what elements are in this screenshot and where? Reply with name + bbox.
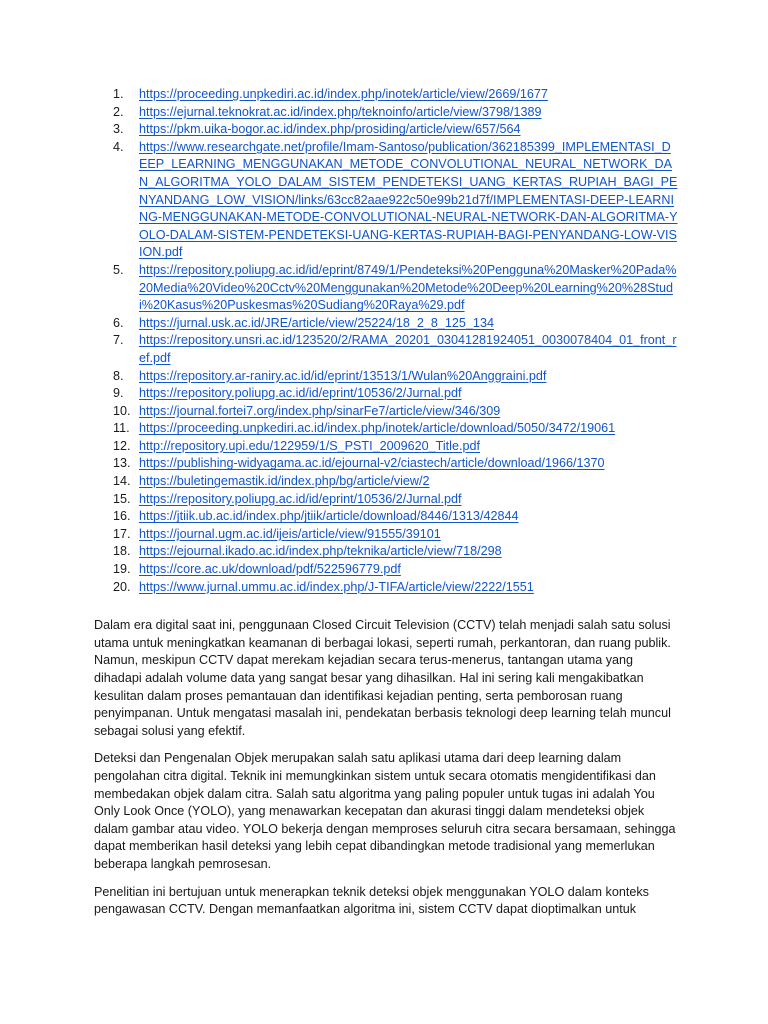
reference-link[interactable]: https://repository.unsri.ac.id/123520/2/RAMA_20201_03041281924051_0030078404_01_front_ref.pdf bbox=[139, 333, 677, 365]
reference-number: 16. bbox=[113, 509, 131, 524]
reference-item bbox=[94, 121, 678, 139]
reference-item bbox=[94, 543, 678, 561]
reference-number: 9. bbox=[113, 386, 124, 401]
reference-item bbox=[94, 403, 678, 421]
reference-number: 14. bbox=[113, 474, 131, 489]
reference-number: 4. bbox=[113, 139, 124, 154]
reference-link[interactable]: https://www.researchgate.net/profile/Imam-Santoso/publication/362185399_IMPLEMENTASI_DEEP_LEARNING_MENGGUNAKAN_METODE_CONVOLUTIONAL_NEURAL_NETWORK_DAN_ALGORITMA_YOLO_DALAM_SISTEM_PENDETEKSI_UANG_KERTAS_RUPIAH_BAGI_PENYANDANG_LOW_VISION/links/63cc82aae922c50e99b21d7f/IMPLEMENTASI-DEEP-LEARNING-MENGGUNAKAN-METODE-CONVOLUTIONAL-NEURAL-NETWORK-DAN-ALGORITMA-YOLO-DALAM-SISTEM-PENDETEKSI-UANG-KERTAS-RUPIAH-BAGI-PENYANDANG-LOW-VISION.pdf bbox=[139, 139, 678, 260]
reference-number: 11. bbox=[113, 421, 130, 436]
reference-number: 18. bbox=[113, 544, 131, 559]
reference-item bbox=[94, 473, 678, 491]
reference-link[interactable]: https://repository.poliupg.ac.id/id/eprint/8749/1/Pendeteksi%20Pengguna%20Masker%20Pada%20Media%20Video%20Cctv%20Menggunakan%20Metode%20Deep%20Learning%20%28Studi%20Kasus%20Puskesmas%20Sudiang%20Raya%29.pdf bbox=[139, 262, 677, 313]
reference-number: 19. bbox=[113, 562, 131, 577]
reference-number: 2. bbox=[113, 104, 124, 119]
reference-link[interactable]: https://jurnal.usk.ac.id/JRE/article/view/25224/18_2_8_125_134 bbox=[139, 315, 494, 330]
reference-number: 13. bbox=[113, 456, 131, 471]
reference-link[interactable]: https://repository.poliupg.ac.id/id/eprint/10536/2/Jurnal.pdf bbox=[139, 386, 462, 401]
reference-item bbox=[94, 455, 678, 473]
reference-number: 1. bbox=[113, 87, 124, 101]
reference-item bbox=[94, 579, 678, 597]
reference-item bbox=[94, 368, 678, 386]
reference-link[interactable]: https://pkm.uika-bogor.ac.id/index.php/prosiding/article/view/657/564 bbox=[139, 122, 521, 137]
reference-item bbox=[94, 332, 678, 367]
reference-item bbox=[94, 438, 678, 456]
reference-link[interactable]: https://repository.poliupg.ac.id/id/eprint/10536/2/Jurnal.pdf bbox=[139, 491, 462, 506]
reference-link[interactable]: https://proceeding.unpkediri.ac.id/index.php/inotek/article/view/2669/1677 bbox=[139, 87, 548, 101]
reference-link[interactable]: https://journal.fortei7.org/index.php/sinarFe7/article/view/346/309 bbox=[139, 403, 501, 418]
reference-item bbox=[94, 561, 678, 579]
reference-number: 15. bbox=[113, 491, 131, 506]
reference-link[interactable]: https://ejournal.ikado.ac.id/index.php/teknika/article/view/718/298 bbox=[139, 544, 502, 559]
body-paragraph: Dalam era digital saat ini, penggunaan Closed Circuit Television (CCTV) telah menjadi salah satu solusi utama untuk meningkatkan keamanan di berbagai lokasi, seperti rumah, perkantoran, dan ruang publik. Namun, meskipun CCTV dapat merekam kejadian secara terus-menerus, tantangan utama yang dihadapi adalah volume data yang sangat besar yang dihasilkan. Hal ini sering kali mengakibatkan kesulitan dalam proses pemantauan dan identifikasi kejadian penting, serta pemborosan ruang penyimpanan. Untuk mengatasi masalah ini, pendekatan berbasis teknologi deep learning telah muncul sebagai solusi yang efektif. bbox=[94, 618, 671, 738]
reference-number: 6. bbox=[113, 315, 124, 330]
reference-link[interactable]: http://repository.upi.edu/122959/1/S_PSTI_2009620_Title.pdf bbox=[139, 438, 480, 453]
reference-number: 12. bbox=[113, 438, 131, 453]
body-paragraph: Deteksi dan Pengenalan Objek merupakan salah satu aplikasi utama dari deep learning dalam pengolahan citra digital. Teknik ini memungkinkan sistem untuk secara otomatis mengidentifikasi dan membedakan objek dalam citra. Salah satu algoritma yang paling populer untuk tugas ini adalah You Only Look Once (YOLO), yang menawarkan kecepatan dan akurasi tinggi dalam mendeteksi objek dalam gambar atau video. YOLO bekerja dengan memproses seluruh citra secara bersamaan, sehingga dapat memberikan hasil deteksi yang lebih cepat dibandingkan metode tradisional yang memerlukan beberapa langkah pemrosesan. bbox=[94, 751, 676, 871]
reference-list bbox=[94, 86, 678, 596]
reference-item bbox=[94, 491, 678, 509]
reference-number: 8. bbox=[113, 368, 124, 383]
reference-item bbox=[94, 86, 678, 104]
reference-item bbox=[94, 315, 678, 333]
reference-item bbox=[94, 104, 678, 122]
reference-link[interactable]: https://journal.ugm.ac.id/ijeis/article/view/91555/39101 bbox=[139, 526, 441, 541]
reference-item bbox=[94, 526, 678, 544]
reference-link[interactable]: https://jtiik.ub.ac.id/index.php/jtiik/article/download/8446/1313/42844 bbox=[139, 509, 519, 524]
reference-number: 10. bbox=[113, 403, 131, 418]
reference-link[interactable]: https://core.ac.uk/download/pdf/522596779.pdf bbox=[139, 562, 401, 577]
body-text bbox=[94, 617, 678, 919]
reference-item bbox=[94, 262, 678, 315]
reference-item bbox=[94, 420, 678, 438]
reference-number: 3. bbox=[113, 122, 124, 137]
reference-number: 20. bbox=[113, 579, 131, 594]
reference-number: 17. bbox=[113, 526, 131, 541]
reference-link[interactable]: https://proceeding.unpkediri.ac.id/index.php/inotek/article/download/5050/3472/19061 bbox=[139, 421, 616, 436]
reference-link[interactable]: https://repository.ar-raniry.ac.id/id/eprint/13513/1/Wulan%20Anggraini.pdf bbox=[139, 368, 547, 383]
reference-link[interactable]: https://publishing-widyagama.ac.id/ejournal-v2/ciastech/article/download/1966/1370 bbox=[139, 456, 605, 471]
reference-item bbox=[94, 508, 678, 526]
reference-number: 7. bbox=[113, 333, 124, 348]
reference-link[interactable]: https://buletingemastik.id/index.php/bg/article/view/2 bbox=[139, 474, 430, 489]
reference-link[interactable]: https://ejurnal.teknokrat.ac.id/index.php/teknoinfo/article/view/3798/1389 bbox=[139, 104, 542, 119]
reference-number: 5. bbox=[113, 262, 124, 277]
body-paragraph: Penelitian ini bertujuan untuk menerapkan teknik deteksi objek menggunakan YOLO dalam konteks pengawasan CCTV. Dengan memanfaatkan algoritma ini, sistem CCTV dapat dioptimalkan untuk bbox=[94, 884, 649, 917]
reference-item bbox=[94, 385, 678, 403]
reference-link[interactable]: https://www.jurnal.ummu.ac.id/index.php/J-TIFA/article/view/2222/1551 bbox=[139, 579, 534, 594]
reference-item bbox=[94, 139, 678, 262]
